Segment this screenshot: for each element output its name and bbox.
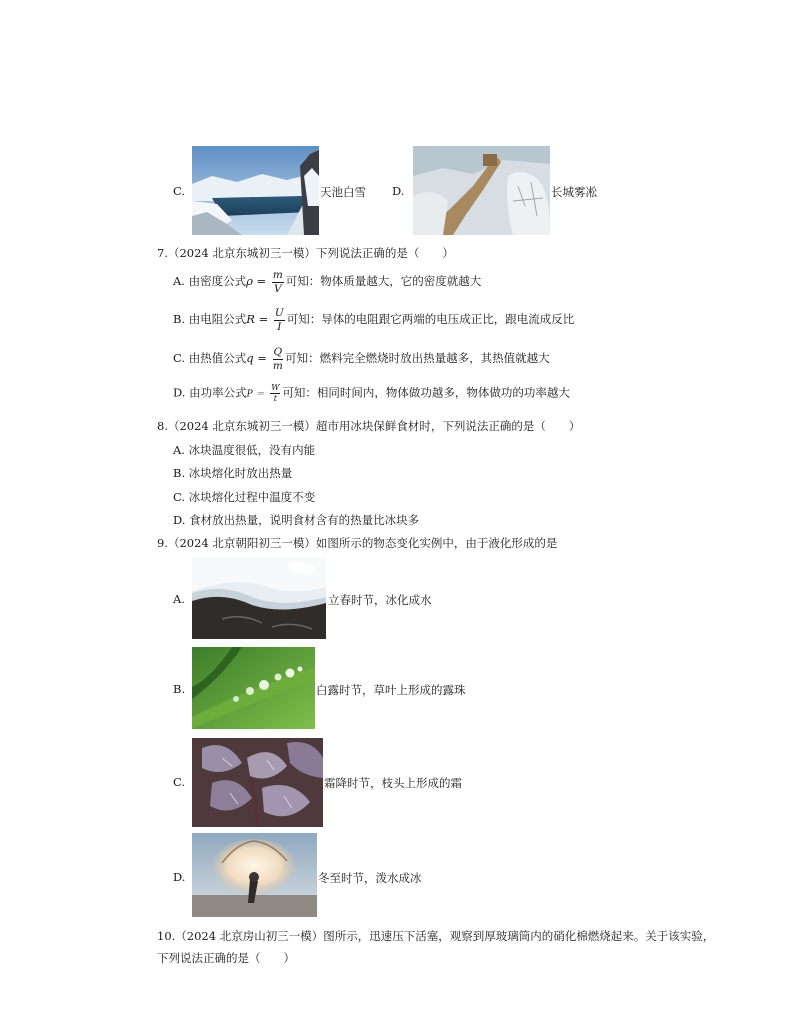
q10-stem-line2: 下列说法正确的是（ ） xyxy=(157,951,295,965)
q8-option-d: D. 食材放出热量，说明食材含有的热量比冰块多 xyxy=(173,513,420,527)
melting-ice-photo xyxy=(192,557,326,639)
dew-on-grass-photo xyxy=(192,647,315,729)
q6-option-c-caption: 天池白雪 xyxy=(320,185,366,199)
option-label: B. xyxy=(173,312,186,326)
formula-lhs: P ＝ xyxy=(246,389,265,400)
option-prefix: 由电阻公式 xyxy=(188,312,247,326)
option-prefix: 由密度公式 xyxy=(188,274,247,288)
q7-option-d xyxy=(173,384,570,403)
option-prefix: 由功率公式 xyxy=(189,385,247,400)
q8-stem: 8.（2024 北京东城初三一模）超市用冰块保鲜食材时，下列说法正确的是（ ） xyxy=(157,419,581,433)
formula-lhs: ρ = xyxy=(246,274,267,288)
formula-lhs: q = xyxy=(246,351,267,365)
q7-option-b xyxy=(173,308,574,332)
option-label: A. xyxy=(173,274,185,288)
great-wall-rime-photo xyxy=(413,146,550,235)
q7-option-a xyxy=(173,270,481,294)
density-formula-fraction: $\frac{m}{V}$ xyxy=(272,269,283,295)
option-label: D. xyxy=(173,385,186,400)
q7-option-c xyxy=(173,347,550,371)
q9-option-b-label: B. xyxy=(173,682,186,696)
option-text: 可知：物体质量越大，它的密度就越大 xyxy=(285,274,482,288)
q9-option-c-label: C. xyxy=(173,775,186,789)
q9-option-a-caption: 立春时节，冰化成水 xyxy=(328,593,432,607)
heat-value-formula-fraction: $\frac{Q}{m}$ xyxy=(272,346,283,372)
option-text: 可知：相同时间内，物体做功越多，物体做功的功率越大 xyxy=(282,385,570,400)
q9-option-d-caption: 冬至时节，泼水成冰 xyxy=(318,871,422,885)
formula-lhs: R = xyxy=(246,312,269,326)
option-text: 可知：燃料完全燃烧时放出热量越多，其热值就越大 xyxy=(285,351,550,365)
option-prefix: 由热值公式 xyxy=(188,351,247,365)
power-formula-fraction: $\frac{W}{t}$ xyxy=(271,383,280,403)
frost-on-leaves-photo xyxy=(192,738,323,827)
q8-option-c: C. 冰块熔化过程中温度不变 xyxy=(173,490,316,504)
q10-stem-line1: 10.（2024 北京房山初三一模）图所示，迅速压下活塞，观察到厚玻璃筒内的硝化棉燃烧起来。关于该实验， xyxy=(157,929,715,943)
tianchi-snow-photo xyxy=(192,146,319,235)
q9-option-b-caption: 白露时节，草叶上形成的露珠 xyxy=(316,683,466,697)
q7-stem: 7.（2024 北京东城初三一模）下列说法正确的是（ ） xyxy=(157,246,454,260)
throwing-water-freezes-photo xyxy=(192,833,317,917)
q9-option-d-label: D. xyxy=(173,870,186,884)
q6-option-c-label: C. xyxy=(173,184,186,198)
q6-option-d-caption: 长城雾凇 xyxy=(551,185,597,199)
q8-option-b: B. 冰块熔化时放出热量 xyxy=(173,466,293,480)
q9-stem: 9.（2024 北京朝阳初三一模）如图所示的物态变化实例中，由于液化形成的是 xyxy=(157,536,558,550)
q6-option-d-label: D. xyxy=(392,184,405,198)
q9-option-c-caption: 霜降时节，枝头上形成的霜 xyxy=(324,776,462,790)
option-text: 可知：导体的电阻跟它两端的电压成正比，跟电流成反比 xyxy=(286,312,575,326)
q8-option-a: A. 冰块温度很低，没有内能 xyxy=(173,443,316,457)
q9-option-a-label: A. xyxy=(173,592,185,606)
option-label: C. xyxy=(173,351,186,365)
resistance-formula-fraction: $\frac{U}{I}$ xyxy=(274,307,284,333)
